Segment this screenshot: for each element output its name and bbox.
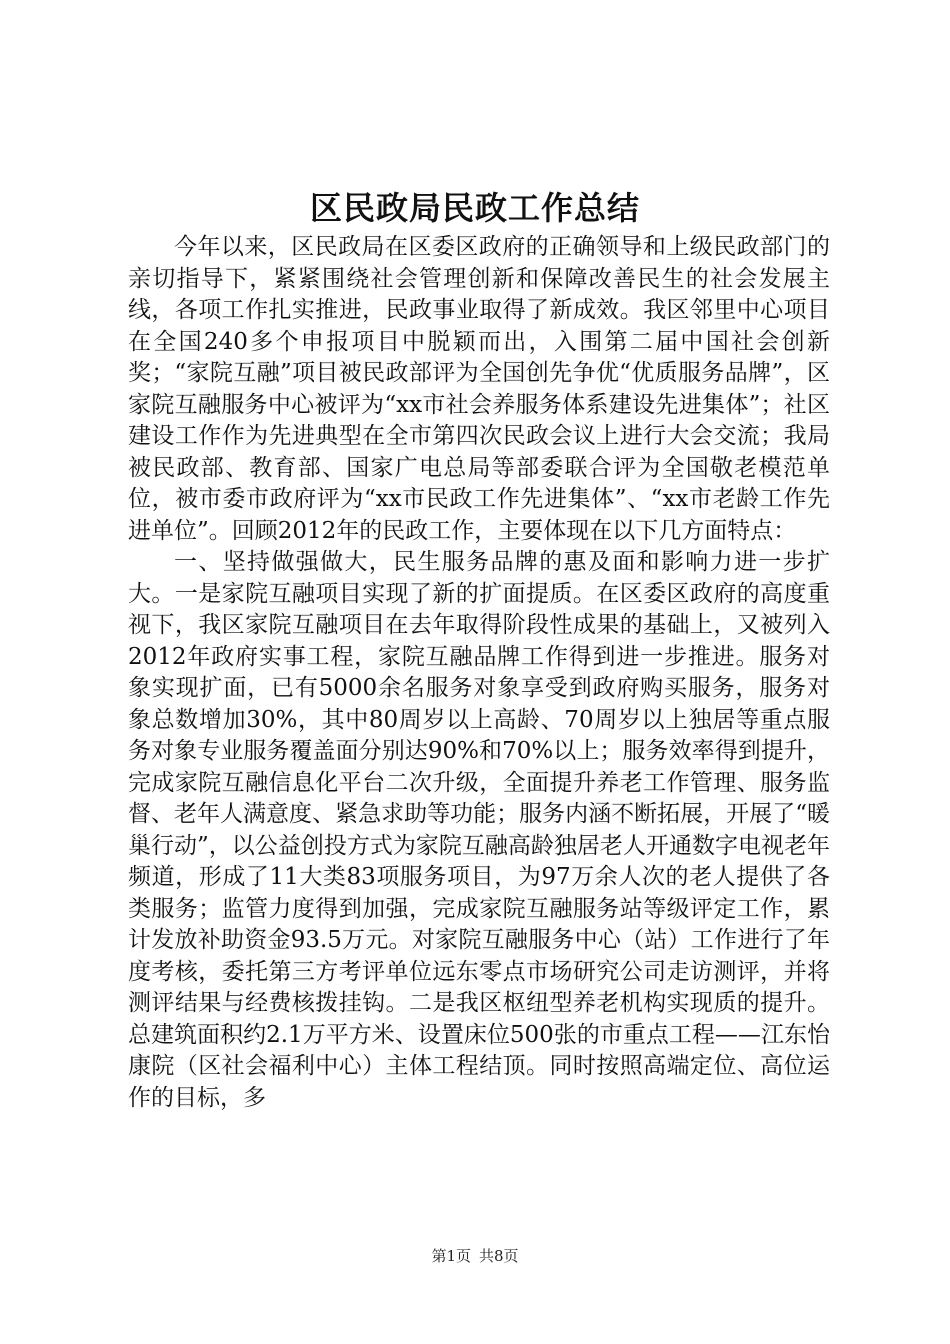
page-footer [0, 1244, 950, 1268]
page-total: 共8页 [479, 1247, 519, 1265]
page-number: 第1页 [431, 1247, 471, 1265]
paragraph-section-one: 一、坚持做强做大，民生服务品牌的惠及面和影响力进一步扩大。一是家院互融项目实现了新的扩面提质。在区委区政府的高度重视下，我区家院互融项目在去年取得阶段性成果的基础上，又被列入2012年政府实事工程，家院互融品牌工作得到进一步推进。服务对象实现扩面，已有5000余名服务对象享受到政府购买服务，服务对象总数增加30%，其中80周岁以上高龄、70周岁以上独居等重点服务对象专业服务覆盖面分别达90%和70%以上；服务效率得到提升，完成家院互融信息化平台二次升级，全面提升养老工作管理、服务监督、老年人满意度、紧急求助等功能；服务内涵不断拓展，开展了“暖巢行动”，以公益创投方式为家院互融高龄独居老人开通数字电视老年频道，形成了11大类83项服务项目，为97万余人次的老人提供了各类服务；监管力度得到加强，完成家院互融服务站等级评定工作，累计发放补助资金93.5万元。对家院互融服务中心（站）工作进行了年度考核，委托第三方考评单位远东零点市场研究公司走访测评，并将测评结果与经费核拨挂钩。二是我区枢纽型养老机构实现质的提升。总建筑面积约2.1万平方米、设置床位500张的市重点工程——江东怡康院（区社会福利中心）主体工程结顶。同时按照高端定位、高位运作的目标，多 [128, 549, 830, 1111]
document-title: 区民政局民政工作总结 [309, 189, 640, 227]
paragraph-intro: 今年以来，区民政局在区委区政府的正确领导和上级民政部门的亲切指导下，紧紧围绕社会管理创新和保障改善民生的社会发展主线，各项工作扎实推进，民政事业取得了新成效。我区邻里中心项目在全国240多个申报项目中脱颖而出，入围第二届中国社会创新奖；“家院互融”项目被民政部评为全国创先争优“优质服务品牌”，区家院互融服务中心被评为“xx市社会养服务体系建设先进集体”；社区建设工作作为先进典型在全市第四次民政会议上进行大会交流；我局被民政部、教育部、国家广电总局等部委联合评为全国敬老模范单位，被市委市政府评为“xx市民政工作先进集体”、“xx市老龄工作先进单位”。回顾2012年的民政工作，主要体现在以下几方面特点： [128, 234, 830, 544]
document-body [128, 232, 830, 1114]
